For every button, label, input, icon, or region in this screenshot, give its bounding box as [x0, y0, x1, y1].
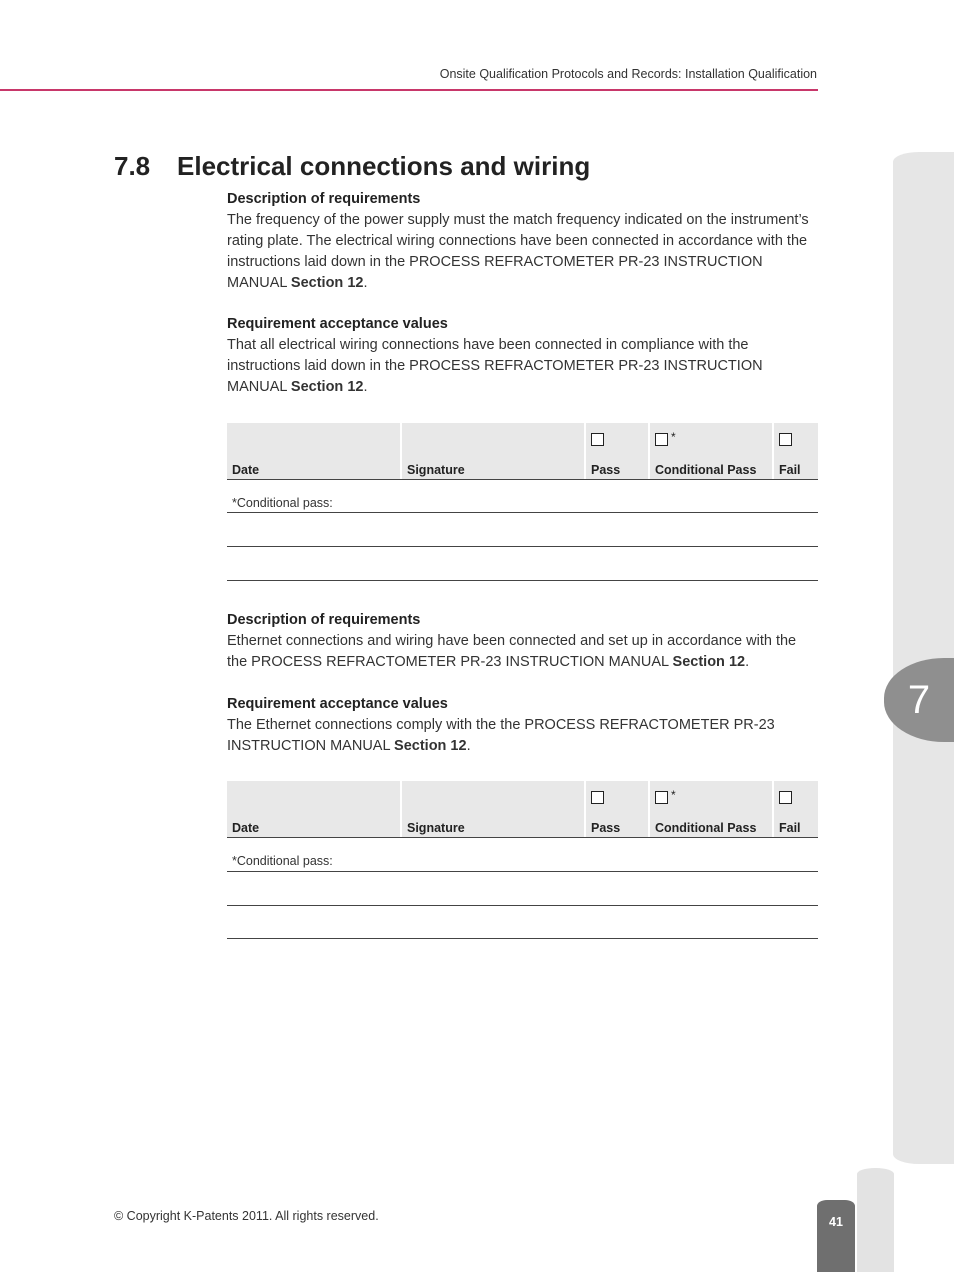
date-cell[interactable]	[227, 781, 400, 837]
conditional-pass-checkbox[interactable]	[655, 791, 668, 804]
conditional-pass-cell	[650, 423, 772, 479]
date-label: Date	[232, 821, 260, 835]
requirement-text: That all electrical wiring connections have been connected in compliance with the instructions laid down in the PROCESS REFRACTOMETER PR-23 INSTRUCTION MANUAL Section 12.	[227, 337, 763, 395]
section-title	[114, 151, 590, 182]
spacer	[227, 294, 818, 314]
writing-line[interactable]	[227, 871, 818, 872]
pass-checkbox[interactable]	[591, 433, 604, 446]
signature-cell[interactable]	[402, 423, 584, 479]
description-heading: Description of requirements	[227, 191, 421, 207]
signoff-table-1	[227, 423, 818, 480]
requirement-body: The Ethernet connections comply with the the PROCESS REFRACTOMETER PR-23 INSTRUCTION MANUAL	[227, 717, 775, 754]
signature-label: Signature	[407, 821, 465, 835]
chapter-number: 7	[907, 677, 931, 722]
requirement-body: That all electrical wiring connections have been connected in compliance with the instructions laid down in the PROCESS REFRACTOMETER PR-23 INSTRUCTION MANUAL	[227, 337, 763, 395]
signature-label: Signature	[407, 463, 465, 477]
asterisk: *	[671, 788, 676, 802]
fail-cell	[774, 781, 818, 837]
requirement-text: The Ethernet connections comply with the the PROCESS REFRACTOMETER PR-23 INSTRUCTION MANUAL Section 12.	[227, 717, 775, 754]
section-reference: Section 12	[290, 379, 364, 395]
writing-line[interactable]	[227, 905, 818, 906]
fail-label: Fail	[779, 463, 801, 477]
page-edge-tab	[857, 1168, 894, 1272]
signoff-table-2	[227, 781, 818, 838]
section-reference: Section 12	[672, 654, 746, 670]
description-body: The frequency of the power supply must the match frequency indicated on the instrument’s rating plate. The electrical wiring connections have been connected in accordance with the instructions laid down in the PROCESS REFRACTOMETER PR-23 INSTRUCTION MANUAL	[227, 212, 809, 291]
section-reference: Section 12	[290, 275, 364, 291]
description-heading: Description of requirements	[227, 612, 421, 628]
description-text: Ethernet connections and wiring have been connected and set up in accordance with the the PROCESS REFRACTOMETER PR-23 INSTRUCTION MANUAL Section 12.	[227, 633, 797, 670]
writing-line[interactable]	[227, 546, 818, 547]
conditional-pass-note: *Conditional pass:	[232, 854, 333, 868]
section-title-text: Electrical connections and wiring	[177, 151, 591, 181]
writing-line[interactable]	[227, 580, 818, 581]
spacer	[227, 673, 818, 694]
page-number: 41	[817, 1200, 855, 1272]
signature-cell[interactable]	[402, 781, 584, 837]
conditional-pass-note: *Conditional pass:	[232, 496, 333, 510]
fail-checkbox[interactable]	[779, 791, 792, 804]
fail-cell	[774, 423, 818, 479]
pass-checkbox[interactable]	[591, 791, 604, 804]
writing-line[interactable]	[227, 512, 818, 513]
description-body: Ethernet connections and wiring have been connected and set up in accordance with the the PROCESS REFRACTOMETER PR-23 INSTRUCTION MANUAL	[227, 633, 797, 670]
description-text: The frequency of the power supply must the match frequency indicated on the instrument’s rating plate. The electrical wiring connections have been connected in accordance with the instructions laid down in the PROCESS REFRACTOMETER PR-23 INSTRUCTION MANUAL Section 12.	[227, 212, 809, 291]
date-label: Date	[232, 463, 260, 477]
requirement-heading: Requirement acceptance values	[227, 316, 448, 332]
conditional-pass-label: Conditional Pass	[655, 463, 757, 477]
requirements-block-1	[227, 189, 818, 398]
asterisk: *	[671, 430, 676, 444]
section-reference: Section 12	[394, 738, 467, 754]
pass-label: Pass	[591, 463, 621, 477]
copyright-footer: © Copyright K-Patents 2011. All rights reserved.	[114, 1209, 379, 1223]
conditional-pass-cell	[650, 781, 772, 837]
fail-label: Fail	[779, 821, 801, 835]
pass-label: Pass	[591, 821, 621, 835]
pass-cell	[586, 781, 648, 837]
requirements-block-2	[227, 610, 818, 757]
section-number: 7.8	[114, 151, 151, 181]
writing-line[interactable]	[227, 938, 818, 939]
running-header: Onsite Qualification Protocols and Records: Installation Qualification	[439, 67, 817, 81]
header-rule	[0, 89, 818, 91]
fail-checkbox[interactable]	[779, 433, 792, 446]
date-cell[interactable]	[227, 423, 400, 479]
conditional-pass-checkbox[interactable]	[655, 433, 668, 446]
pass-cell	[586, 423, 648, 479]
conditional-pass-label: Conditional Pass	[655, 821, 757, 835]
requirement-heading: Requirement acceptance values	[227, 696, 448, 712]
